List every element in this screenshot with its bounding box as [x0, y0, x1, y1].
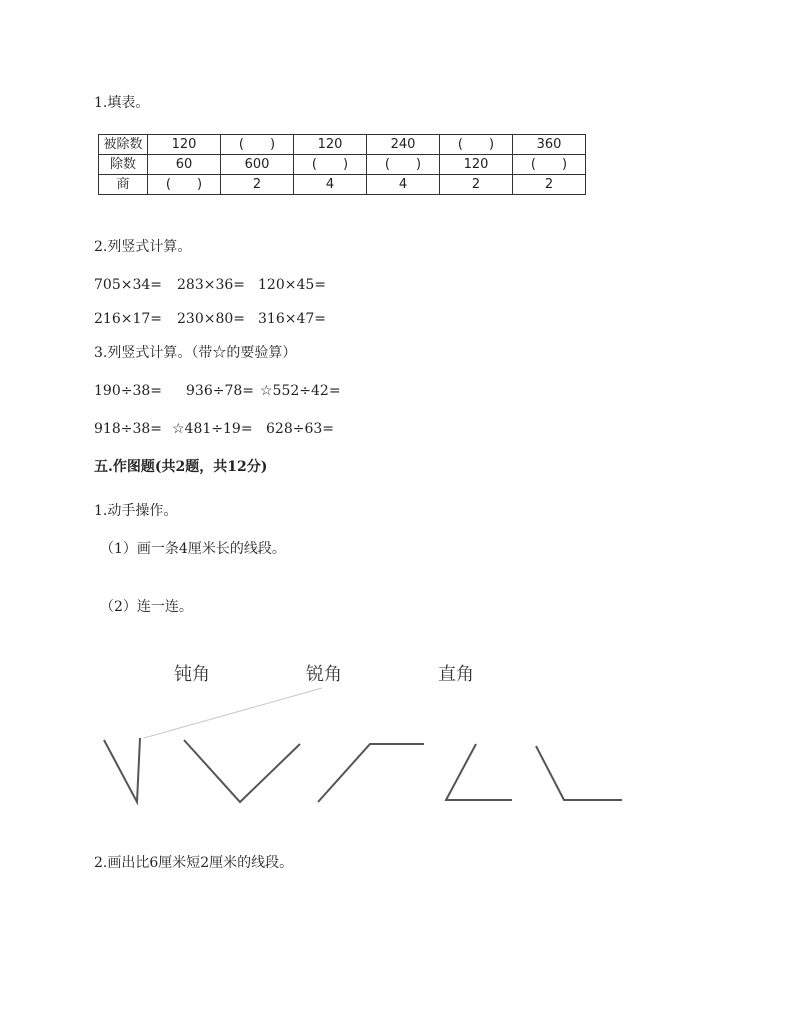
calc-item: 628÷63=	[266, 421, 334, 437]
table-cell: 4	[294, 175, 367, 195]
table-cell: ( )	[513, 155, 586, 175]
table-cell: 2	[513, 175, 586, 195]
s5-q1-part2: （2）连一连。	[100, 599, 193, 615]
calc-item: 230×80=	[177, 311, 245, 327]
calc-item: 283×36=	[177, 277, 245, 293]
s5-q1-part1: （1）画一条4厘米长的线段。	[100, 541, 286, 557]
table-cell: 120	[294, 135, 367, 155]
angle-figure-1	[104, 738, 140, 802]
s5-q2-title: 2.画出比6厘米短2厘米的线段。	[94, 855, 294, 871]
label-obtuse: 钝角	[174, 664, 210, 685]
table-cell: ( )	[221, 135, 294, 155]
calc-item: 190÷38=	[94, 383, 162, 399]
angle-figure-5	[536, 746, 622, 800]
row-label: 被除数	[99, 135, 148, 155]
match-line	[144, 688, 322, 738]
calc-item: ☆481÷19=	[172, 421, 253, 437]
row-label: 商	[99, 175, 148, 195]
table-cell: 60	[148, 155, 221, 175]
table-cell: ( )	[440, 135, 513, 155]
angle-figure-3	[318, 744, 424, 802]
label-right: 直角	[438, 664, 474, 685]
table-cell: 120	[440, 155, 513, 175]
calc-item: 120×45=	[258, 277, 326, 293]
table-cell: ( )	[294, 155, 367, 175]
label-acute: 锐角	[306, 664, 342, 685]
q3-title: 3.列竖式计算。（带☆的要验算）	[94, 345, 297, 361]
table-cell: 360	[513, 135, 586, 155]
angle-figure-2	[184, 740, 300, 802]
section-heading: 五.作图题(共2题，共12分)	[94, 459, 268, 475]
calc-item: 216×17=	[94, 311, 162, 327]
table-cell: 4	[367, 175, 440, 195]
table-cell: 2	[440, 175, 513, 195]
table-cell: 240	[367, 135, 440, 155]
table-cell: ( )	[148, 175, 221, 195]
table-cell: 2	[221, 175, 294, 195]
angle-figure-4	[446, 744, 512, 800]
q2-title: 2.列竖式计算。	[94, 239, 192, 255]
calc-item: 936÷78=	[186, 383, 254, 399]
q1-title: 1.填表。	[94, 95, 150, 111]
calc-item: 316×47=	[258, 311, 326, 327]
calc-item: 918÷38=	[94, 421, 162, 437]
calc-item: ☆552÷42=	[260, 383, 341, 399]
table-cell: 120	[148, 135, 221, 155]
calc-item: 705×34=	[94, 277, 162, 293]
table-cell: 600	[221, 155, 294, 175]
row-label: 除数	[99, 155, 148, 175]
table-cell: ( )	[367, 155, 440, 175]
s5-q1-title: 1.动手操作。	[94, 503, 178, 519]
